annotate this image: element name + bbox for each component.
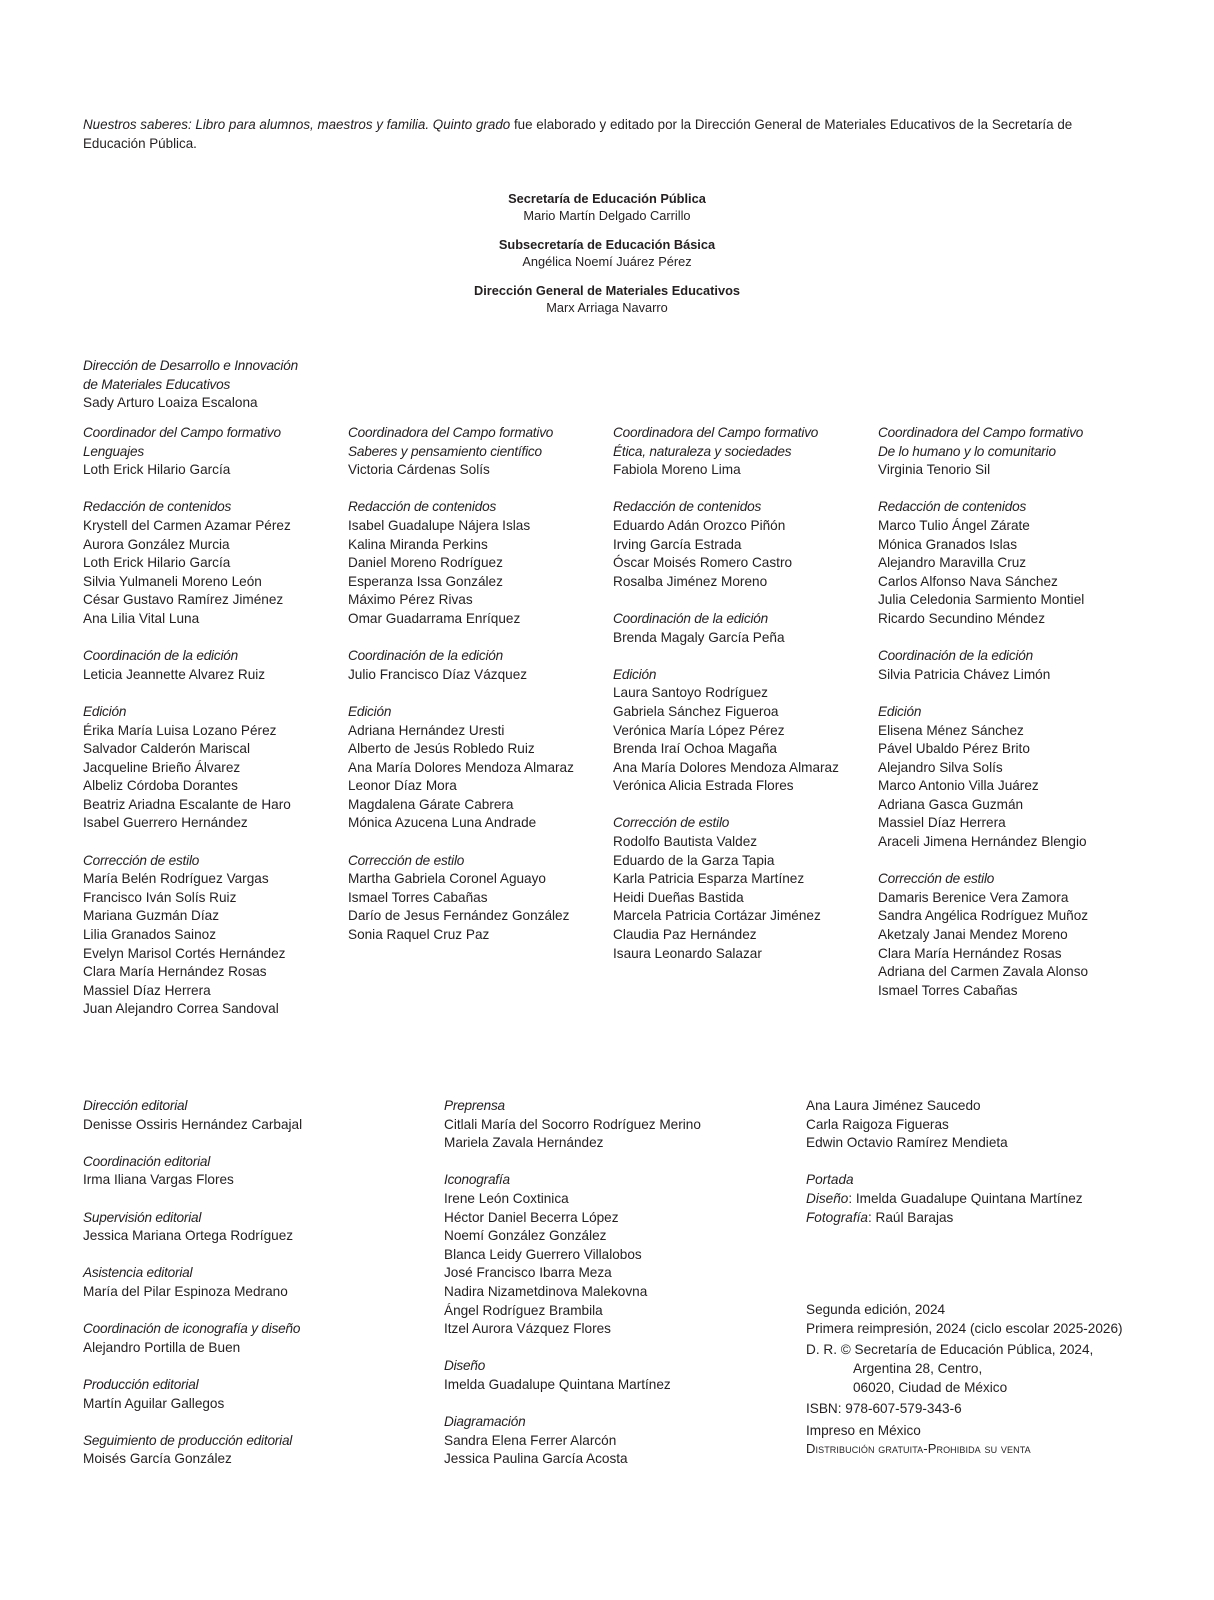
credit-role: Dirección de Desarrollo e Innovación xyxy=(83,358,298,373)
credit-name: Jessica Paulina García Acosta xyxy=(444,1451,628,1467)
credit-name: Ismael Torres Cabañas xyxy=(348,889,488,905)
credit-role: Corrección de estilo xyxy=(878,871,995,887)
credit-name: Julia Celedonia Sarmiento Montiel xyxy=(878,592,1085,608)
intro-text: fue elaborado y editado por la Dirección General de Materiales Educativos de la Secretaría de Educación Pública. xyxy=(83,117,1073,151)
credit-section xyxy=(878,870,1088,1000)
credit-name: Massiel Díaz Herrera xyxy=(83,982,211,998)
credit-name: Kalina Miranda Perkins xyxy=(348,536,488,552)
credit-name: Heidi Dueñas Bastida xyxy=(613,889,744,905)
credit-name: Magdalena Gárate Cabrera xyxy=(348,796,514,812)
credit-name: Alejandro Silva Solís xyxy=(878,759,1003,775)
credit-name: María Belén Rodríguez Vargas xyxy=(83,871,269,887)
credit-name: Irving García Estrada xyxy=(613,536,742,552)
credit-name: Nadira Nizametdinova Malekovna xyxy=(444,1283,648,1299)
credit-role: Corrección de estilo xyxy=(613,815,730,831)
credit-name: Rodolfo Bautista Valdez xyxy=(613,834,758,850)
credit-name: Óscar Moisés Romero Castro xyxy=(613,555,793,571)
printed-in-text: Impreso en México xyxy=(806,1422,921,1438)
credit-name: Clara María Hernández Rosas xyxy=(83,964,267,980)
credit-name: Juan Alejandro Correa Sandoval xyxy=(83,1001,279,1017)
authority-seb xyxy=(0,236,1214,270)
credit-section xyxy=(348,703,574,833)
credit-name: Leticia Jeannette Alvarez Ruiz xyxy=(83,666,266,682)
credit-name: Eduardo de la Garza Tapia xyxy=(613,852,775,868)
credit-name: Massiel Díaz Herrera xyxy=(878,815,1006,831)
credit-section xyxy=(83,1376,302,1413)
authority-sep xyxy=(0,190,1214,224)
credit-section xyxy=(613,666,839,796)
credit-role: Seguimiento de producción editorial xyxy=(83,1432,293,1448)
credit-role: Diseño xyxy=(444,1358,486,1374)
credit-role: Dirección editorial xyxy=(83,1098,188,1113)
credit-role: Edición xyxy=(613,666,657,682)
credit-section xyxy=(613,610,839,647)
credits-column-2 xyxy=(348,424,574,963)
credit-role: Iconografía xyxy=(444,1172,510,1188)
credit-section xyxy=(444,1097,701,1153)
credit-name: Sandra Angélica Rodríguez Muñoz xyxy=(878,908,1089,924)
authority-title: Secretaría de Educación Pública xyxy=(508,191,706,206)
address-line: 06020, Ciudad de México xyxy=(853,1379,1008,1395)
credit-role: Redacción de contenidos xyxy=(83,499,232,515)
credit-role: De lo humano y lo comunitario xyxy=(878,443,1056,459)
credit-role: Coordinador del Campo formativo xyxy=(83,425,281,440)
credit-name: Alejandro Portilla de Buen xyxy=(83,1339,241,1355)
credit-name: Ana Lilia Vital Luna xyxy=(83,610,200,626)
credit-name: Verónica María López Pérez xyxy=(613,722,785,738)
credit-section xyxy=(83,424,291,480)
credit-name: Rosalba Jiménez Moreno xyxy=(613,573,768,589)
credit-role: Asistencia editorial xyxy=(83,1265,193,1281)
credit-section xyxy=(83,852,291,1019)
credit-name: Aketzaly Janai Mendez Moreno xyxy=(878,927,1068,943)
credit-name: Imelda Guadalupe Quintana Martínez xyxy=(444,1376,671,1392)
authority-name: Angélica Noemí Juárez Pérez xyxy=(522,254,692,269)
credit-name: Evelyn Marisol Cortés Hernández xyxy=(83,945,286,961)
prepress-column xyxy=(444,1097,701,1487)
credit-name: Irene León Coxtinica xyxy=(444,1190,569,1206)
credit-name: Héctor Daniel Becerra López xyxy=(444,1209,619,1225)
credit-name: Ismael Torres Cabañas xyxy=(878,982,1018,998)
credit-name: Irma Iliana Vargas Flores xyxy=(83,1172,234,1188)
credit-role: Saberes y pensamiento científico xyxy=(348,443,542,459)
credits-column-1 xyxy=(83,424,291,1038)
credit-role: Diagramación xyxy=(444,1414,526,1430)
credit-section xyxy=(83,357,298,413)
isbn-text: ISBN: 978-607-579-343-6 xyxy=(806,1401,962,1417)
credit-name: Carla Raigoza Figueras xyxy=(806,1116,949,1132)
credit-section xyxy=(613,814,839,963)
credit-name: Darío de Jesus Fernández González xyxy=(348,908,570,924)
editorial-column xyxy=(83,1097,302,1487)
credit-section xyxy=(348,498,574,628)
credit-role: Supervisión editorial xyxy=(83,1209,202,1225)
credit-section xyxy=(83,1432,302,1469)
credit-role: Redacción de contenidos xyxy=(878,499,1027,515)
credit-name: Julio Francisco Díaz Vázquez xyxy=(348,666,528,682)
credit-name: Virginia Tenorio Sil xyxy=(878,462,991,478)
credit-name: Sonia Raquel Cruz Paz xyxy=(348,927,490,943)
authority-name: Marx Arriaga Navarro xyxy=(546,300,668,315)
credit-role: de Materiales Educativos xyxy=(83,376,231,392)
credit-name: Francisco Iván Solís Ruiz xyxy=(83,889,237,905)
credit-role: Edición xyxy=(83,703,127,719)
authority-title: Subsecretaría de Educación Básica xyxy=(498,237,716,252)
credit-role: Edición xyxy=(878,703,922,719)
credit-name: Itzel Aurora Vázquez Flores xyxy=(444,1321,611,1337)
credit-name: Adriana Gasca Guzmán xyxy=(878,796,1024,812)
credit-section xyxy=(83,1209,302,1246)
credit-name: Marco Antonio Villa Juárez xyxy=(878,778,1039,794)
credit-name: Ana María Dolores Mendoza Almaraz xyxy=(348,759,574,775)
foto-label: Fotografía xyxy=(806,1209,868,1225)
credit-name: Martha Gabriela Coronel Aguayo xyxy=(348,871,546,887)
credit-name: Isaura Leonardo Salazar xyxy=(613,945,762,961)
credit-role: Ética, naturaleza y sociedades xyxy=(613,443,792,459)
credit-name: Alejandro Maravilla Cruz xyxy=(878,555,1027,571)
credit-section xyxy=(613,498,839,591)
credit-name: Ana María Dolores Mendoza Almaraz xyxy=(613,759,839,775)
credit-section xyxy=(878,647,1088,684)
credit-name: Araceli Jimena Hernández Blengio xyxy=(878,834,1087,850)
credit-role: Redacción de contenidos xyxy=(348,499,497,515)
direccion-desarrollo xyxy=(83,357,298,431)
credit-name: César Gustavo Ramírez Jiménez xyxy=(83,592,284,608)
credit-name: Mónica Azucena Luna Andrade xyxy=(348,815,537,831)
credit-name: Daniel Moreno Rodríguez xyxy=(348,555,503,571)
credit-section xyxy=(348,647,574,684)
credit-name: Esperanza Issa González xyxy=(348,573,503,589)
foto-name: : Raúl Barajas xyxy=(867,1209,954,1225)
credit-role: Coordinación de la edición xyxy=(83,648,239,664)
credit-name: Martín Aguilar Gallegos xyxy=(83,1395,225,1411)
credit-name: Sady Arturo Loaiza Escalona xyxy=(83,395,258,411)
address-line: Argentina 28, Centro, xyxy=(853,1360,983,1376)
credit-name: Laura Santoyo Rodríguez xyxy=(613,685,768,701)
credit-name: Sandra Elena Ferrer Alarcón xyxy=(444,1432,617,1448)
credit-section xyxy=(444,1413,701,1469)
credit-name: Karla Patricia Esparza Martínez xyxy=(613,871,805,887)
credit-name: Damaris Berenice Vera Zamora xyxy=(878,889,1069,905)
diseno-label: Diseño xyxy=(806,1190,849,1206)
credit-name: Salvador Calderón Mariscal xyxy=(83,741,250,757)
credit-name: Clara María Hernández Rosas xyxy=(878,945,1062,961)
credit-name: José Francisco Ibarra Meza xyxy=(444,1265,612,1281)
intro-paragraph xyxy=(83,115,1123,153)
credit-role: Coordinadora del Campo formativo xyxy=(348,425,554,440)
credits-column-3 xyxy=(613,424,839,982)
credit-role: Corrección de estilo xyxy=(348,852,465,868)
credit-name: Jessica Mariana Ortega Rodríguez xyxy=(83,1228,294,1244)
credit-section xyxy=(613,424,839,480)
credit-section xyxy=(444,1357,701,1394)
authorities xyxy=(0,190,1214,328)
credit-name: Verónica Alicia Estrada Flores xyxy=(613,778,794,794)
credit-name: Loth Erick Hilario García xyxy=(83,555,231,571)
credit-role: Edición xyxy=(348,703,392,719)
credit-name: Jacqueline Brieño Álvarez xyxy=(83,759,241,775)
credit-name: Denisse Ossiris Hernández Carbajal xyxy=(83,1116,303,1132)
credit-name: Adriana Hernández Uresti xyxy=(348,722,505,738)
book-title: Nuestros saberes: Libro para alumnos, maestros y familia. Quinto grado xyxy=(83,117,511,132)
credit-role: Corrección de estilo xyxy=(83,852,200,868)
authority-title: Dirección General de Materiales Educativos xyxy=(474,283,740,298)
credit-name: Ángel Rodríguez Brambila xyxy=(444,1302,603,1318)
credit-name: Brenda Iraí Ochoa Magaña xyxy=(613,741,777,757)
credits-column-4 xyxy=(878,424,1088,1019)
credit-section xyxy=(878,498,1088,628)
credit-section xyxy=(83,703,291,833)
credit-name: Ana Laura Jiménez Saucedo xyxy=(806,1098,981,1113)
credit-name: Victoria Cárdenas Solís xyxy=(348,462,490,478)
credit-name: Mariela Zavala Hernández xyxy=(444,1135,604,1151)
credit-name: Noemí González González xyxy=(444,1228,607,1244)
credit-name: Lilia Granados Sainoz xyxy=(83,927,216,943)
credit-role: Coordinación de la edición xyxy=(878,648,1034,664)
credit-name: Mónica Granados Islas xyxy=(878,536,1018,552)
credit-section xyxy=(83,1320,302,1357)
credit-section xyxy=(348,424,574,480)
credit-name: Pável Ubaldo Pérez Brito xyxy=(878,741,1030,757)
edition-text: Segunda edición, 2024 xyxy=(806,1302,946,1318)
credit-name: Krystell del Carmen Azamar Pérez xyxy=(83,517,291,533)
credit-role: Lenguajes xyxy=(83,443,144,459)
portada-diseno xyxy=(806,1190,1123,1209)
portada-role: Portada xyxy=(806,1172,854,1188)
credit-role: Coordinadora del Campo formativo xyxy=(613,425,819,440)
credit-name: Érika María Luisa Lozano Pérez xyxy=(83,722,277,738)
credit-role: Coordinación editorial xyxy=(83,1153,211,1169)
right-column xyxy=(806,1097,1123,1459)
credit-role: Coordinación de la edición xyxy=(613,610,769,626)
credit-name: Mariana Guzmán Díaz xyxy=(83,908,219,924)
credit-section xyxy=(878,424,1088,480)
credit-name: Marco Tulio Ángel Zárate xyxy=(878,517,1030,533)
authority-dgme xyxy=(0,282,1214,316)
credit-section xyxy=(83,1097,302,1134)
portada-foto xyxy=(806,1209,1123,1228)
credit-role: Preprensa xyxy=(444,1098,505,1113)
credit-name: Isabel Guadalupe Nájera Islas xyxy=(348,517,531,533)
credit-section xyxy=(83,647,291,684)
credit-name: Marcela Patricia Cortázar Jiménez xyxy=(613,908,821,924)
credit-name: Omar Guadarrama Enríquez xyxy=(348,610,521,626)
credit-name: Brenda Magaly García Peña xyxy=(613,629,785,645)
credit-name: Moisés García González xyxy=(83,1451,232,1467)
credit-name: Silvia Yulmaneli Moreno León xyxy=(83,573,262,589)
credit-name: Albeliz Córdoba Dorantes xyxy=(83,778,238,794)
credit-name: Citlali María del Socorro Rodríguez Merino xyxy=(444,1116,701,1132)
credit-name: Alberto de Jesús Robledo Ruiz xyxy=(348,741,535,757)
credit-section xyxy=(878,703,1088,852)
credit-name: Elisena Ménez Sánchez xyxy=(878,722,1024,738)
credit-name: Leonor Díaz Mora xyxy=(348,778,457,794)
reprint-text: Primera reimpresión, 2024 (ciclo escolar 2025-2026) xyxy=(806,1320,1123,1336)
credit-name: Ricardo Secundino Méndez xyxy=(878,610,1046,626)
credit-name: Claudia Paz Hernández xyxy=(613,927,757,943)
credit-name: Adriana del Carmen Zavala Alonso xyxy=(878,964,1089,980)
credit-role: Producción editorial xyxy=(83,1376,199,1392)
credit-name: Eduardo Adán Orozco Piñón xyxy=(613,517,786,533)
credit-name: Silvia Patricia Chávez Limón xyxy=(878,666,1051,682)
credit-name: Aurora González Murcia xyxy=(83,536,230,552)
diseno-name: : Imelda Guadalupe Quintana Martínez xyxy=(848,1190,1083,1206)
credit-section xyxy=(83,1153,302,1190)
credit-name: Isabel Guerrero Hernández xyxy=(83,815,248,831)
credit-role: Coordinación de iconografía y diseño xyxy=(83,1321,301,1337)
authority-name: Mario Martín Delgado Carrillo xyxy=(523,208,691,223)
credit-name: Blanca Leidy Guerrero Villalobos xyxy=(444,1246,642,1262)
credit-role: Redacción de contenidos xyxy=(613,499,762,515)
credit-name: Beatriz Ariadna Escalante de Haro xyxy=(83,796,291,812)
credit-section xyxy=(444,1171,701,1338)
credit-name: Carlos Alfonso Nava Sánchez xyxy=(878,573,1058,589)
credit-name: Gabriela Sánchez Figueroa xyxy=(613,703,779,719)
distribution-notice: Distribución gratuita-Prohibida su venta xyxy=(806,1441,1031,1457)
credit-name: María del Pilar Espinoza Medrano xyxy=(83,1283,288,1299)
credit-section xyxy=(83,1264,302,1301)
credit-role: Coordinación de la edición xyxy=(348,648,504,664)
credit-role: Coordinadora del Campo formativo xyxy=(878,425,1084,440)
credit-name: Máximo Pérez Rivas xyxy=(348,592,473,608)
credit-name: Loth Erick Hilario García xyxy=(83,462,231,478)
credit-name: Edwin Octavio Ramírez Mendieta xyxy=(806,1135,1008,1151)
credit-section xyxy=(348,852,574,945)
credit-section xyxy=(83,498,291,628)
credit-name: Fabiola Moreno Lima xyxy=(613,462,741,478)
copyright-line: D. R. © Secretaría de Educación Pública, 2024, xyxy=(806,1342,1094,1358)
